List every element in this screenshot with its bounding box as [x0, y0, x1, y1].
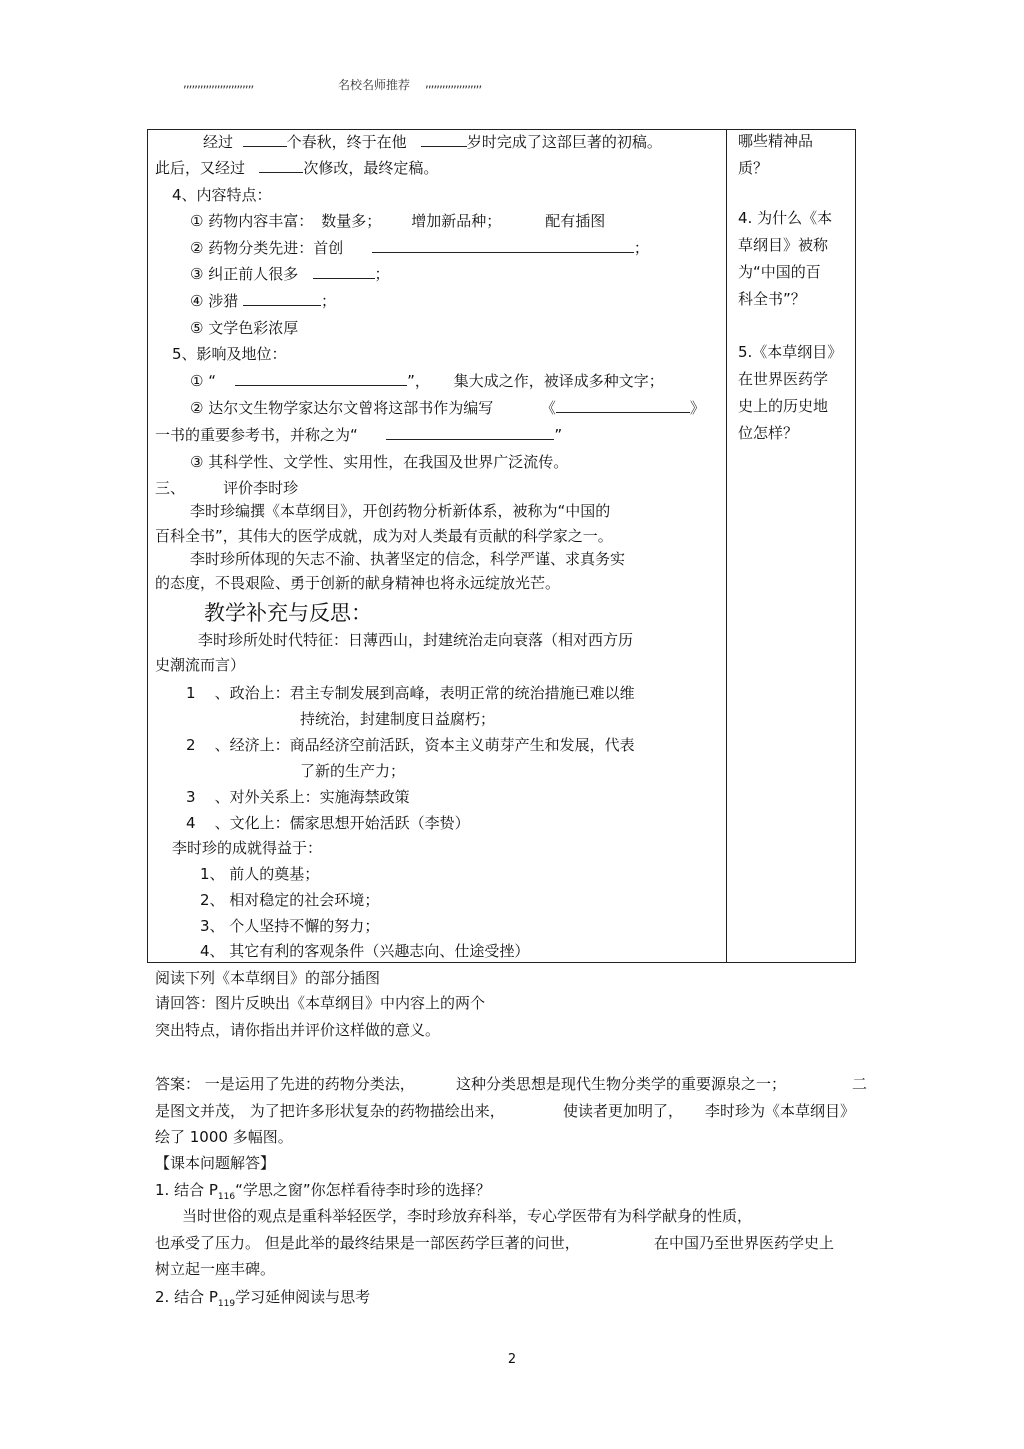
answer-text: 答案： 一是运用了先进的药物分类法，	[155, 1075, 415, 1093]
answer-text: 是图文并茂， 为了把许多形状复杂的药物描绘出来，	[155, 1102, 505, 1120]
text-line: 经过 个春秋，终于在他 岁时完成了这部巨著的初稿。	[203, 133, 662, 151]
text-line: 阅读下列《本草纲目》的部分插图	[155, 969, 381, 987]
side-question-5: 5.《本草纲目》 在世界医药学 史上的历史地 位怎样？	[738, 343, 843, 442]
text-line: ② 药物分类先进：首创 ；	[190, 239, 649, 257]
lesson-table	[147, 129, 856, 963]
text-line: 李时珍所体现的矢志不渝、执著坚定的信念，科学严谨、求真务实	[190, 550, 626, 568]
text-line: ① 药物内容丰富： 数量多； 增加新品种； 配有插图	[190, 212, 606, 230]
text-line: ③ 纠正前人很多 ；	[190, 265, 390, 283]
section-heading: 5、影响及地位：	[172, 345, 287, 363]
text-line: ④ 涉猎 ；	[190, 292, 337, 310]
text-line: ① “ ”， 集大成之作，被译成多种文字；	[190, 372, 664, 390]
text-line: 一书的重要参考书，并称之为“ ”	[155, 426, 563, 444]
answer-text: 二	[852, 1075, 868, 1093]
text-line: 也承受了压力。 但是此举的最终结果是一部医药学巨著的问世，	[155, 1234, 580, 1252]
page-number: 2	[507, 1352, 517, 1367]
answer-blank	[372, 238, 634, 253]
header-title: 名校名师推荐	[338, 78, 411, 92]
text-line: 当时世俗的观点是重科举轻医学，李时珍放弃科举，专心学医带有为科学献身的性质，	[182, 1207, 753, 1225]
list-item: 4 、文化上：儒家思想开始活跃（李贽）	[186, 814, 470, 832]
header-dots-left: ,,,,,,,,,,,,,,,,,,,,,,,,,	[183, 76, 254, 90]
answer-text: 绘了 1000 多幅图。	[155, 1128, 293, 1146]
header-dots-right: ,,,,,,,,,,,,,,,,,,,,	[425, 76, 482, 90]
text-line: 树立起一座丰碑。	[155, 1260, 276, 1278]
reflection-heading: 教学补充与反思：	[204, 601, 372, 625]
answer-blank	[313, 264, 375, 279]
list-item: 4、 其它有利的客观条件（兴趣志向、仕途受挫）	[200, 942, 530, 960]
text-line: ② 达尔文生物学家达尔文曾将这部书作为编写 《 》	[190, 399, 705, 417]
list-item: 2、 相对稳定的社会环境；	[200, 891, 380, 909]
answer-text: 使读者更加明了，	[563, 1102, 684, 1120]
list-item: 3 、对外关系上：实施海禁政策	[186, 788, 410, 806]
section-heading: 【课本问题解答】	[155, 1154, 276, 1172]
text-line: 了新的生产力；	[300, 762, 406, 780]
text-line: 史潮流而言）	[155, 656, 246, 674]
text-line: 李时珍编撰《本草纲目》，开创药物分析新体系，被称为“中国的	[190, 502, 611, 520]
question-1: 1. 结合 $P_{116}“$学思之窗”你怎样看待李时珍的选择？	[155, 1181, 491, 1202]
text-line: ⑤ 文学色彩浓厚	[190, 319, 299, 337]
list-item: 1、 前人的奠基；	[200, 865, 320, 883]
text-line: 百科全书”，其伟大的医学成就，成为对人类最有贡献的科学家之一。	[155, 527, 613, 545]
text-line: 的态度，不畏艰险、勇于创新的献身精神也将永远绽放光芒。	[155, 574, 561, 592]
question-2: 2. 结合 $P_{119}$学习延伸阅读与思考	[155, 1288, 371, 1309]
text-line: 李时珍的成就得益于：	[172, 839, 323, 857]
text-line: 持统治，封建制度日益腐朽；	[300, 710, 496, 728]
answer-blank	[556, 398, 690, 413]
answer-text: 这种分类思想是现代生物分类学的重要源泉之一；	[456, 1075, 787, 1093]
answer-blank	[235, 371, 407, 386]
text-line: 请回答：图片反映出《本草纲目》中内容上的两个	[155, 994, 486, 1012]
answer-blank	[243, 291, 321, 306]
text-line: 在中国乃至世界医药学史上	[654, 1234, 835, 1252]
answer-blank	[259, 158, 303, 173]
list-item: 1 、政治上：君主专制发展到高峰，表明正常的统治措施已难以维	[186, 684, 635, 702]
side-question-4: 4. 为什么《本 草纲目》被称 为“中国的百 科全书”？	[738, 209, 833, 308]
side-question-3: 哪些精神品 质？	[738, 132, 814, 177]
text-line: 此后，又经过 次修改，最终定稿。	[155, 159, 439, 177]
list-item: 3、 个人坚持不懈的努力；	[200, 917, 380, 935]
text-line: ③ 其科学性、文学性、实用性，在我国及世界广泛流传。	[190, 453, 569, 471]
list-item: 2 、经济上：商品经济空前活跃，资本主义萌芽产生和发展，代表	[186, 736, 635, 754]
text-line: 李时珍所处时代特征：日薄西山，封建统治走向衰落（相对西方历	[198, 631, 634, 649]
answer-blank	[386, 425, 554, 440]
text-line: 突出特点，请你指出并评价这样做的意义。	[155, 1021, 441, 1039]
column-divider	[726, 130, 727, 962]
answer-blank	[243, 132, 287, 147]
answer-blank	[421, 132, 467, 147]
answer-text: 李时珍为《本草纲目》	[705, 1102, 856, 1120]
section-heading: 三、 评价李时珍	[155, 479, 299, 497]
section-heading: 4、内容特点：	[172, 186, 272, 204]
